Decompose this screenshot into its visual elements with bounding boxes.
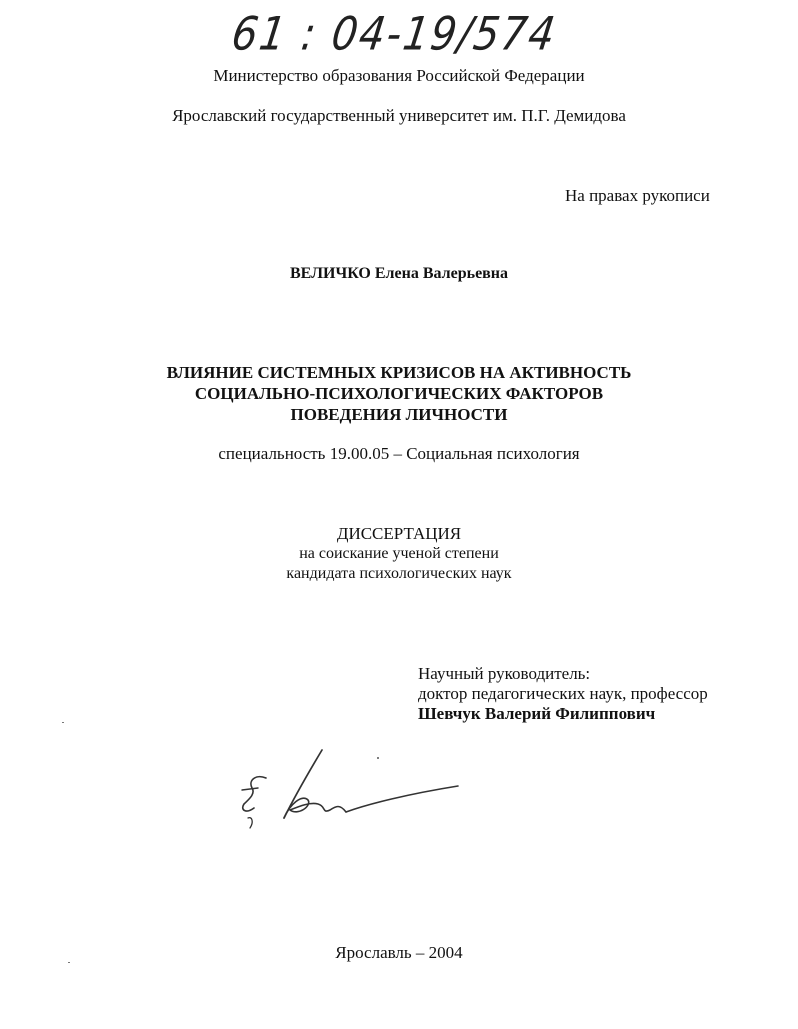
scan-speck [62,722,64,723]
author-given-names: Елена Валерьевна [374,265,509,282]
author-name [0,265,798,283]
title-line-3: ПОВЕДЕНИЯ ЛИЧНОСТИ [290,405,508,424]
archive-code: 61 : 04-19/574 [228,8,560,61]
signature-image [218,744,468,844]
title-line-1: ВЛИЯНИЕ СИСТЕМНЫХ КРИЗИСОВ НА АКТИВНОСТЬ [166,363,632,382]
city-year: Ярославль – 2004 [335,943,463,962]
university-name: Ярославский государственный университет им. П.Г. Демидова [172,106,626,125]
supervisor-label: Научный руководитель: [418,664,591,683]
dissertation-heading: ДИССЕРТАЦИЯ [336,524,462,543]
author-surname: ВЕЛИЧКО [289,265,371,282]
supervisor-degree: доктор педагогических наук, профессор [418,684,708,703]
degree-field: кандидата психологических наук [286,565,512,582]
ministry-name: Министерство образования Российской Федерации [213,66,585,85]
rights-note: На правах рукописи [565,186,710,205]
degree-sought: на соискание ученой степени [299,545,499,562]
supervisor-name: Шевчук Валерий Филиппович [418,704,656,723]
specialty: специальность 19.00.05 – Социальная психология [218,444,580,463]
title-line-2: СОЦИАЛЬНО-ПСИХОЛОГИЧЕСКИХ ФАКТОРОВ [194,384,604,403]
